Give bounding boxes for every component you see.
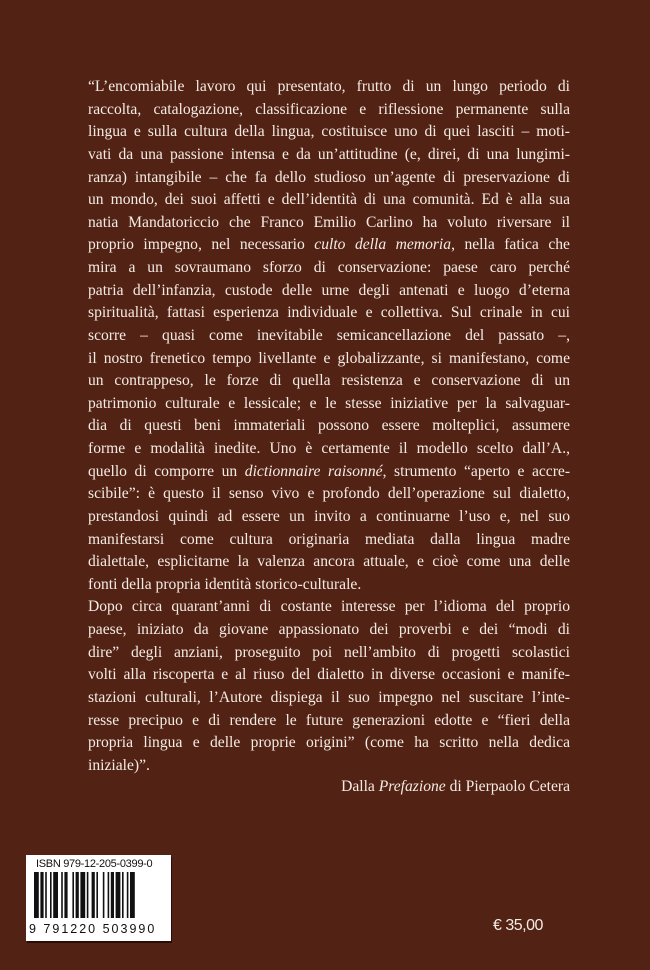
barcode-bar: [122, 872, 124, 918]
text-line: [88, 234, 570, 257]
text-line: [88, 280, 570, 303]
text-segment: scorre – quasi come inevitabile semicancellazione del passato –,: [88, 326, 570, 344]
text-segment: , nella fatica che: [451, 236, 570, 254]
attribution: Dalla Prefazione di Pierpaolo Cetera: [341, 778, 570, 795]
text-segment: natia Mandatoriccio che Franco Emilio Carlino ha voluto riversare il: [88, 213, 570, 231]
text-line: [88, 664, 570, 687]
barcode-bar: [92, 872, 95, 918]
barcode-bar: [61, 872, 63, 918]
text-segment: vati da una passione intensa e da un’attitudine (e, direi, di una lungimi-: [88, 145, 570, 163]
text-segment: “L’encomiabile lavoro qui presentato, frutto di un lungo periodo di: [88, 78, 570, 95]
text-segment: , strumento “aperto e accre-: [382, 462, 571, 480]
text-line: [88, 167, 570, 190]
barcode-bar: [111, 872, 114, 918]
text-segment: iniziale)”.: [88, 756, 150, 774]
text-segment: patria dell’infanzia, custode delle urne degli antenati e luogo d’eterna: [88, 281, 570, 299]
text-line: [88, 732, 570, 755]
text-segment: prestandosi quindi ad essere un invito a continuarne l’uso e, nel suo: [88, 507, 570, 525]
text-line: [88, 755, 570, 778]
text-segment: volti alla riscoperta e al riuso del dialetto in diverse occasioni e manife-: [88, 666, 570, 684]
text-segment: il nostro frenetico tempo livellante e globalizzante, si manifestano, come: [88, 349, 570, 367]
text-line: [88, 574, 570, 597]
barcode-bar: [53, 872, 58, 918]
text-segment: mira a un sovraumano sforzo di conservazione: paese caro perché: [88, 259, 570, 276]
barcode-bar: [45, 872, 47, 918]
text-segment: Dopo circa quarant’anni di costante interesse per l’idioma del proprio: [88, 598, 570, 616]
text-line: [88, 393, 570, 416]
text-segment: scibile”: è questo il senso vivo e profondo dell’operazione sul dialetto,: [88, 485, 570, 503]
text-segment: dialettale, esplicitarne la valenza ancora attuale, e cioè come una delle: [88, 553, 570, 571]
text-segment: stazioni culturali, l’Autore dispiega il suo impegno nel suscitare l’inte-: [88, 688, 570, 706]
text-line: [88, 325, 570, 348]
text-segment: propria lingua e delle proprie origini” (come ha scritto nella dedica: [88, 734, 570, 752]
text-segment: raccolta, catalogazione, classificazione e riflessione permanente sulla: [88, 100, 570, 118]
barcode-bar: [64, 872, 67, 918]
text-line: [88, 121, 570, 144]
text-segment: resse precipuo e di rendere le future generazioni edotte e “fieri della: [88, 711, 570, 729]
text-segment: dia di questi beni immateriali possono essere molteplici, assumere: [88, 417, 570, 435]
text-segment: patrimonio culturale e lessicale; e le stesse iniziative per la salvaguar-: [88, 394, 570, 412]
barcode-bar: [50, 872, 52, 918]
text-line: [88, 710, 570, 733]
text-line: [88, 551, 570, 574]
text-segment: fonti della propria identità storico-culturale.: [88, 575, 362, 593]
barcode-bar: [108, 872, 110, 918]
text-line: [88, 619, 570, 642]
barcode-digits: 9 791220 503990: [29, 922, 157, 936]
barcode-bar: [130, 872, 135, 918]
italic-text: culto della memoria: [314, 236, 452, 254]
text-line: [88, 483, 570, 506]
text-line: [88, 348, 570, 371]
text-line: [88, 302, 570, 325]
text-line: [88, 415, 570, 438]
text-segment: lingua e sulla cultura della lingua, costituisce uno di quei lasciti – moti-: [88, 123, 570, 141]
barcode-bar: [72, 872, 74, 918]
text-line: [88, 642, 570, 665]
text-segment: forme e modalità inedite. Uno è certamente il modello scelto dall’A.,: [88, 440, 570, 457]
text-segment: un mondo, dei suoi affetti e dell’identità di una comunità. Ed è alla sua: [88, 191, 570, 209]
text-line: [88, 76, 570, 99]
barcode-bar: [127, 872, 129, 918]
blurb-text: [88, 76, 570, 777]
isbn-barcode: [26, 855, 171, 941]
text-line: [88, 461, 570, 484]
text-line: [88, 370, 570, 393]
text-line: [88, 687, 570, 710]
text-line: [88, 596, 570, 619]
barcode-bar: [80, 872, 85, 918]
barcode-bar: [34, 872, 39, 918]
text-segment: dire” degli anziani, proseguito poi nell’ambito di progetti scolastici: [88, 643, 570, 661]
text-line: [88, 189, 570, 212]
text-line: [88, 506, 570, 529]
text-line: [88, 212, 570, 235]
price: € 35,00: [493, 917, 543, 934]
italic-text: dictionnaire raisonné: [244, 462, 383, 480]
text-segment: quello di comporre un: [88, 462, 245, 480]
text-segment: spiritualità, fattasi esperienza individuale e collettiva. Sul crinale in cui: [88, 304, 570, 322]
isbn-label: ISBN 979-12-205-0399-0: [36, 858, 153, 870]
text-line: [88, 144, 570, 167]
barcode-bar: [76, 872, 79, 918]
text-line: [88, 438, 570, 461]
text-segment: proprio impegno, nel necessario: [88, 236, 315, 254]
barcode-bar: [40, 872, 43, 918]
text-line: [88, 257, 570, 280]
text-segment: ranza) intangibile – che fa dello studioso un’agente di preservazione di: [88, 168, 570, 186]
text-segment: manifestarsi come cultura originaria mediata dalla lingua madre: [88, 530, 570, 548]
barcode-bars: [34, 872, 158, 924]
text-line: [88, 529, 570, 552]
text-segment: un contrappeso, le forze di quella resistenza e conservazione di un: [88, 372, 570, 390]
barcode-bar: [103, 872, 105, 918]
text-segment: paese, iniziato da giovane appassionato dei proverbi e dei “modi di: [88, 621, 570, 638]
barcode-bar: [87, 872, 89, 918]
barcode-bar: [96, 872, 98, 918]
text-line: [88, 99, 570, 122]
barcode-bar: [116, 872, 121, 918]
